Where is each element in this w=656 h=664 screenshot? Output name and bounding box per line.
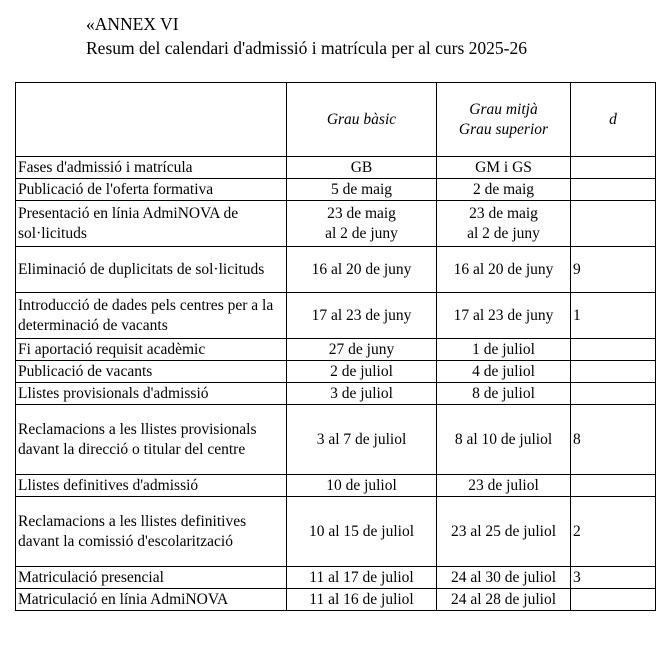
phase-cell: Reclamacions a les llistes definitives davant la comissió d'escolarització [16,497,287,567]
table-row [16,497,656,567]
annex-label: «ANNEX VI [86,14,179,34]
grau-basic-cell: 2 de juliol [287,361,437,383]
table-row [16,405,656,475]
document-heading [86,12,527,60]
cut-off-cell [571,475,656,497]
cut-off-cell [571,383,656,405]
column-header-grau-basic: Grau bàsic [287,83,437,157]
phase-cell: Publicació de vacants [16,361,287,383]
grau-mitja-superior-cell: 8 de juliol [437,383,571,405]
grau-basic-cell: 23 de maig al 2 de juny [287,201,437,247]
grau-mitja-superior-cell: 2 de maig [437,179,571,201]
grau-mitja-superior-cell: 17 al 23 de juny [437,293,571,339]
grau-basic-cell: 11 al 17 de juliol [287,567,437,589]
grau-basic-cell: 17 al 23 de juny [287,293,437,339]
phase-cell: Publicació de l'oferta formativa [16,179,287,201]
table-row [16,201,656,247]
phase-cell: Matriculació en línia AdmiNOVA [16,589,287,611]
grau-mitja-superior-cell: GM i GS [437,157,571,179]
grau-mitja-superior-cell: 1 de juliol [437,339,571,361]
cut-off-cell [571,157,656,179]
column-header-cut-off: d [571,83,656,157]
table-row [16,247,656,293]
grau-mitja-superior-cell: 23 de juliol [437,475,571,497]
grau-mitja-superior-cell: 23 de maig al 2 de juny [437,201,571,247]
document-title: Resum del calendari d'admissió i matrícula per al curs 2025-26 [86,38,528,58]
table-row [16,293,656,339]
grau-mitja-superior-cell: 8 al 10 de juliol [437,405,571,475]
admission-calendar-table [15,82,656,611]
grau-mitja-superior-cell: 24 al 30 de juliol [437,567,571,589]
grau-mitja-superior-cell: 16 al 20 de juny [437,247,571,293]
column-header-grau-mitja-superior: Grau mitjà Grau superior [437,83,571,157]
cut-off-cell [571,589,656,611]
phase-cell: Llistes provisionals d'admissió [16,383,287,405]
phase-cell: Presentació en línia AdmiNOVA de sol·licituds [16,201,287,247]
cut-off-cell: 2 [571,497,656,567]
grau-basic-cell: GB [287,157,437,179]
table-row [16,475,656,497]
table-row [16,567,656,589]
grau-basic-cell: 3 de juliol [287,383,437,405]
grau-basic-cell: 11 al 16 de juliol [287,589,437,611]
grau-mitja-superior-cell: 23 al 25 de juliol [437,497,571,567]
phase-cell: Introducció de dades pels centres per a la determinació de vacants [16,293,287,339]
grau-basic-cell: 16 al 20 de juny [287,247,437,293]
cut-off-cell [571,179,656,201]
cut-off-cell: 1 [571,293,656,339]
table-header-row [16,83,656,157]
phase-cell: Llistes definitives d'admissió [16,475,287,497]
grau-basic-cell: 3 al 7 de juliol [287,405,437,475]
phase-cell: Fi aportació requisit acadèmic [16,339,287,361]
table-row [16,157,656,179]
grau-basic-cell: 10 de juliol [287,475,437,497]
grau-basic-cell: 27 de juny [287,339,437,361]
table-row [16,361,656,383]
cut-off-cell: 3 [571,567,656,589]
cut-off-cell: 8 [571,405,656,475]
grau-basic-cell: 5 de maig [287,179,437,201]
phase-cell: Matriculació presencial [16,567,287,589]
table-row [16,339,656,361]
phase-cell: Eliminació de duplicitats de sol·licituds [16,247,287,293]
table-row [16,383,656,405]
header-stub-cell [16,83,287,157]
phase-cell: Fases d'admissió i matrícula [16,157,287,179]
table-row [16,179,656,201]
grau-mitja-superior-cell: 24 al 28 de juliol [437,589,571,611]
grau-basic-cell: 10 al 15 de juliol [287,497,437,567]
table-row [16,589,656,611]
cut-off-cell [571,339,656,361]
cut-off-cell [571,201,656,247]
cut-off-cell [571,361,656,383]
cut-off-cell: 9 [571,247,656,293]
phase-cell: Reclamacions a les llistes provisionals davant la direcció o titular del centre [16,405,287,475]
grau-mitja-superior-cell: 4 de juliol [437,361,571,383]
